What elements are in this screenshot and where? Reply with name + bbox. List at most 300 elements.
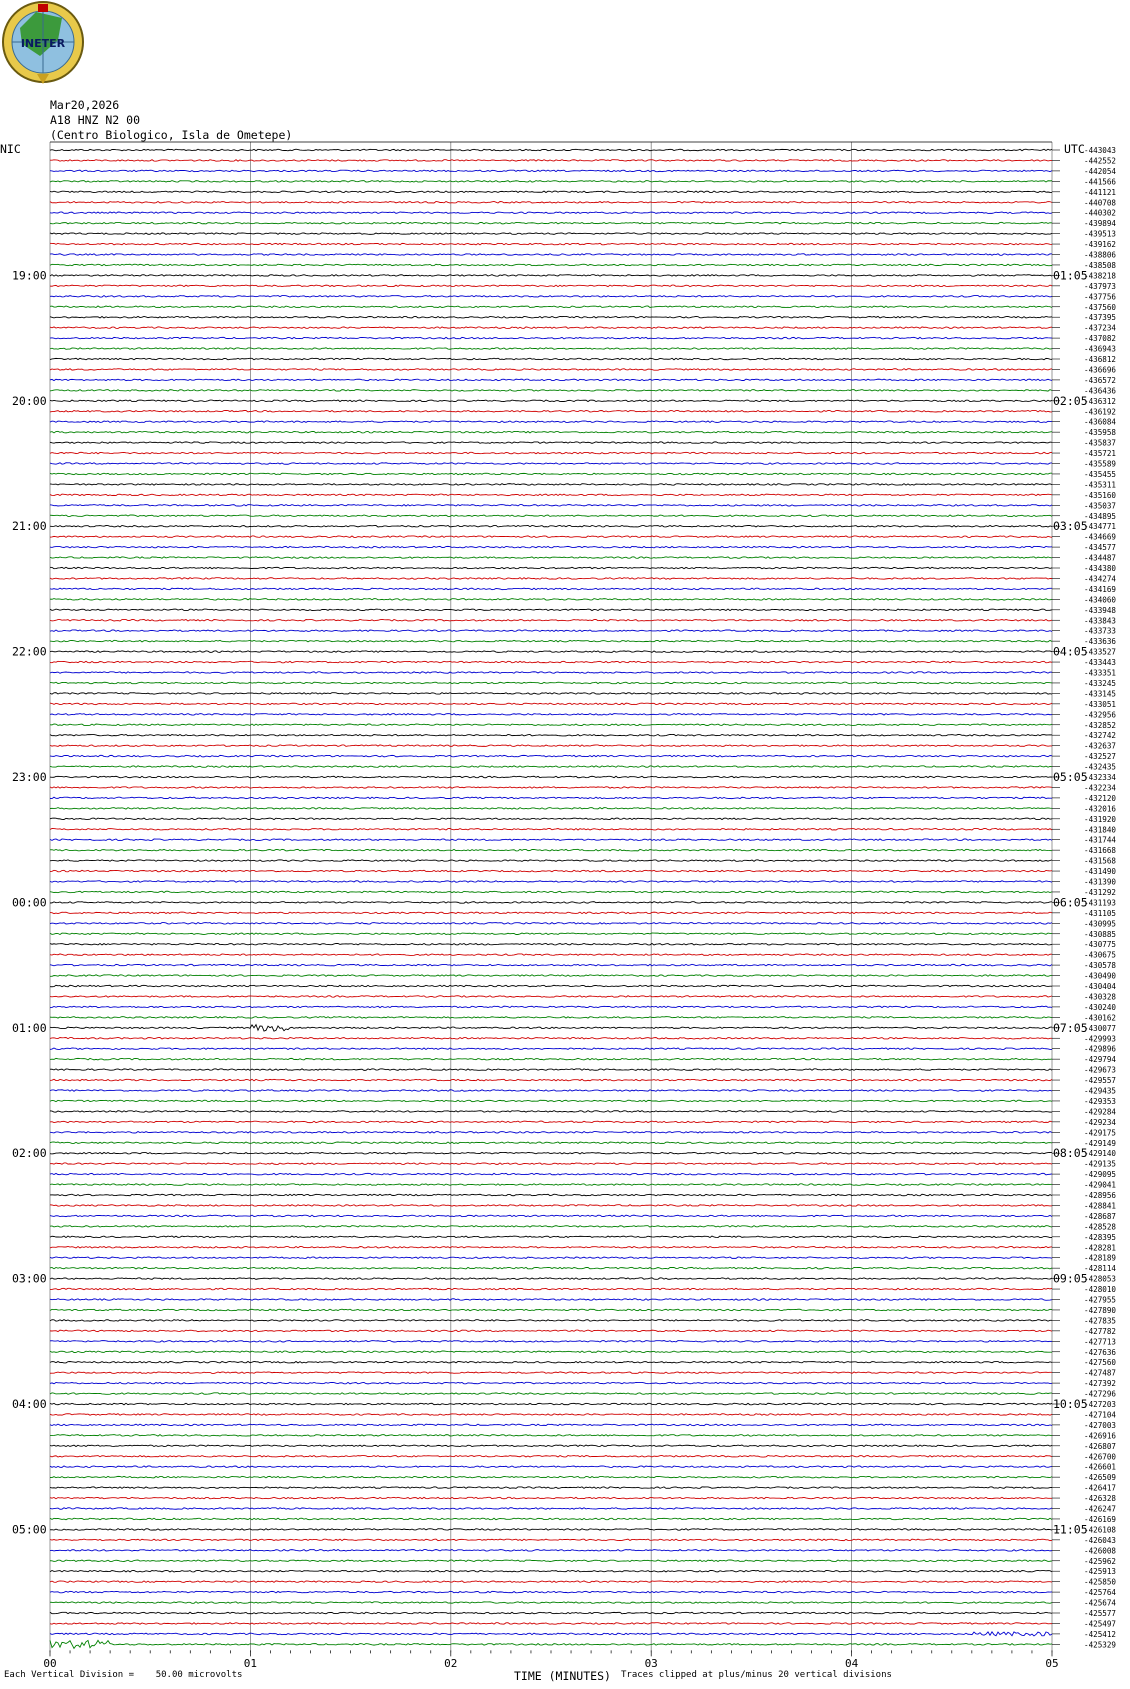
trace-value-label: -427782 [1084,1326,1117,1336]
right-hour-label: 02:05 [1053,393,1088,408]
trace-value-label: -433351 [1084,668,1117,678]
trace-value-label: -427636 [1084,1347,1117,1357]
trace-value-label: -441566 [1084,177,1117,187]
trace-line [50,818,1052,820]
trace-value-label: -425764 [1084,1588,1117,1598]
trace-line [50,390,1052,392]
trace-line [50,1640,1052,1648]
trace-line [50,1518,1052,1520]
trace-line [50,160,1052,162]
trace-value-label: -426417 [1084,1483,1117,1493]
trace-value-label: -427890 [1084,1305,1117,1315]
trace-line [50,1006,1052,1008]
trace-value-label: -433843 [1084,616,1117,626]
trace-line [50,1194,1052,1196]
trace-line [50,1058,1052,1060]
trace-line [50,1309,1052,1311]
axis-labels [0,142,1116,1670]
trace-value-label: -429175 [1084,1128,1117,1138]
trace-line [50,849,1052,851]
trace-value-label: -426601 [1084,1462,1117,1472]
trace-line [50,1069,1052,1071]
trace-line [50,473,1052,475]
trace-value-label: -428687 [1084,1211,1117,1221]
left-hour-label: 19:00 [12,268,47,283]
trace-line [50,1414,1052,1416]
trace-value-label: -429095 [1084,1170,1117,1180]
trace-value-label: -433636 [1084,637,1117,647]
trace-value-label: -439162 [1084,240,1117,250]
clip-note: Traces clipped at plus/minus 20 vertical divisions [621,1670,892,1680]
trace-value-label: -426247 [1084,1504,1117,1514]
trace-line [50,1550,1052,1552]
trace-value-label: -436436 [1084,386,1117,396]
trace-value-label: -440708 [1084,198,1117,208]
trace-line [50,546,1052,548]
trace-line [50,191,1052,193]
trace-value-label: -432742 [1084,731,1117,741]
trace-value-label: -442054 [1084,166,1117,176]
trace-line [50,1455,1052,1457]
trace-line [50,672,1052,674]
trace-value-label: -427955 [1084,1295,1117,1305]
trace-line [50,222,1052,224]
trace-value-label: -432637 [1084,741,1117,751]
trace-line [50,985,1052,987]
trace-line [50,515,1052,517]
trace-value-label: -425913 [1084,1567,1117,1577]
trace-line [50,212,1052,214]
trace-value-label: -427487 [1084,1368,1117,1378]
trace-line [50,1320,1052,1322]
left-hour-label: 00:00 [12,895,47,910]
location-label: (Centro Biologico, Isla de Ometepe) [50,128,293,142]
trace-value-label: -427296 [1084,1389,1117,1399]
trace-value-label: -425412 [1084,1629,1117,1639]
trace-value-label: -435958 [1084,428,1117,438]
trace-line [50,1299,1052,1301]
trace-line [50,682,1052,684]
trace-value-label: -432852 [1084,720,1117,730]
trace-line [50,661,1052,663]
trace-value-label: -435037 [1084,501,1117,511]
left-hour-label: 23:00 [12,770,47,784]
trace-line [50,1037,1052,1039]
trace-line [50,1246,1052,1248]
trace-value-label: -429993 [1084,1034,1117,1044]
trace-line [50,1623,1052,1625]
trace-line [50,149,1052,151]
trace-value-label: -425329 [1084,1640,1117,1650]
trace-line [50,923,1052,925]
trace-line [50,996,1052,998]
trace-value-label: -434669 [1084,532,1117,542]
trace-value-label: -429557 [1084,1076,1117,1086]
trace-value-label: -435589 [1084,459,1117,469]
x-tick-label: 01 [243,1657,258,1670]
trace-value-label: -426328 [1084,1494,1117,1504]
trace-line [50,1142,1052,1144]
trace-value-label: -432527 [1084,752,1117,762]
trace-line [50,1382,1052,1384]
trace-line [50,714,1052,716]
trace-line [50,588,1052,590]
trace-line [50,1090,1052,1092]
trace-line [50,766,1052,768]
trace-value-label: -434274 [1084,574,1117,584]
trace-value-label: -437395 [1084,313,1117,323]
trace-line [50,578,1052,580]
trace-value-label: -428189 [1084,1253,1117,1263]
trace-line [50,201,1052,203]
trace-line [50,243,1052,245]
left-hour-label: 02:00 [12,1146,47,1161]
trace-line [50,525,1052,527]
trace-line [50,1351,1052,1353]
trace-value-label: -426108 [1084,1525,1117,1535]
left-hour-label: 21:00 [12,519,47,534]
trace-line [50,1424,1052,1426]
trace-value-label: -429673 [1084,1065,1117,1075]
trace-value-label: -425497 [1084,1619,1117,1629]
trace-group [50,149,1052,1648]
left-hour-label: 03:00 [12,1271,47,1286]
trace-value-label: -442552 [1084,156,1117,166]
trace-line [50,1267,1052,1269]
trace-line [50,1529,1052,1531]
trace-line [50,1079,1052,1081]
trace-value-label: -437973 [1084,281,1117,291]
trace-line [50,1132,1052,1134]
trace-line [50,1591,1052,1593]
right-hour-label: 09:05 [1053,1271,1088,1286]
trace-line [50,1184,1052,1186]
trace-value-label: -429135 [1084,1159,1117,1169]
trace-value-label: -430077 [1084,1023,1117,1033]
right-timezone-label: UTC [1064,142,1085,156]
trace-value-label: -435455 [1084,469,1117,479]
trace-line [50,1215,1052,1217]
trace-line [50,1341,1052,1343]
trace-line [50,1205,1052,1207]
trace-value-label: -436812 [1084,355,1117,364]
trace-value-label: -430404 [1084,982,1117,991]
trace-line [50,1330,1052,1332]
trace-line [50,933,1052,935]
trace-line [50,964,1052,966]
trace-value-label: -430162 [1084,1013,1117,1023]
trace-line [50,306,1052,308]
trace-line [50,1508,1052,1510]
trace-line [50,839,1052,841]
trace-line [50,1570,1052,1572]
trace-value-label: -429234 [1084,1117,1117,1127]
trace-line [50,1017,1052,1019]
trace-value-label: -428114 [1084,1264,1117,1274]
trace-line [50,431,1052,433]
trace-line [50,1152,1052,1154]
trace-line [50,567,1052,569]
trace-line [50,1476,1052,1478]
trace-line [50,379,1052,381]
trace-line [50,421,1052,423]
trace-line [50,599,1052,601]
trace-line [50,1466,1052,1468]
trace-value-label: -436192 [1084,407,1117,417]
x-tick-label: 04 [844,1657,859,1670]
trace-value-label: -426043 [1084,1535,1117,1545]
trace-value-label: -427392 [1084,1379,1117,1389]
right-hour-label: 08:05 [1053,1146,1088,1161]
trace-line [50,1372,1052,1374]
trace-line [50,1393,1052,1395]
trace-line [50,463,1052,465]
trace-line [50,275,1052,277]
trace-line [50,1111,1052,1113]
trace-line [50,1497,1052,1499]
trace-value-label: -427713 [1084,1337,1117,1347]
trace-value-label: -428010 [1084,1285,1117,1295]
trace-line [50,170,1052,172]
trace-line [50,1602,1052,1604]
trace-value-label: -432016 [1084,804,1117,814]
trace-value-label: -436312 [1084,396,1117,406]
trace-line [50,1361,1052,1363]
x-tick-label: 02 [444,1657,458,1670]
trace-line [50,734,1052,736]
trace-line [50,630,1052,632]
left-hour-label: 04:00 [12,1397,47,1411]
trace-value-label: -427560 [1084,1358,1117,1368]
trace-line [50,619,1052,621]
trace-value-label: -429149 [1084,1138,1117,1148]
trace-value-label: -425962 [1084,1556,1117,1566]
trace-line [50,1539,1052,1541]
trace-value-label: -429353 [1084,1096,1117,1106]
trace-line [50,358,1052,360]
trace-line [50,410,1052,412]
trace-value-label: -427104 [1084,1410,1117,1420]
trace-value-label: -434380 [1084,564,1117,573]
trace-line [50,452,1052,454]
trace-value-label: -431744 [1084,835,1117,845]
trace-value-label: -441121 [1084,187,1117,197]
trace-value-label: -432956 [1084,710,1117,720]
trace-value-label: -434895 [1084,511,1117,521]
trace-value-label: -428053 [1084,1274,1117,1284]
trace-value-label: -431292 [1084,887,1117,897]
trace-value-label: -429896 [1084,1044,1117,1054]
trace-value-label: -432334 [1084,773,1117,782]
trace-line [50,400,1052,402]
trace-line [50,1487,1052,1489]
trace-value-label: -426916 [1084,1431,1117,1441]
trace-value-label: -439894 [1084,219,1117,229]
trace-value-label: -426169 [1084,1514,1117,1524]
trace-value-label: -426700 [1084,1452,1117,1462]
trace-value-label: -433145 [1084,689,1117,699]
trace-value-label: -426807 [1084,1441,1117,1451]
trace-value-label: -437560 [1084,302,1117,312]
trace-value-label: -436572 [1084,375,1117,385]
trace-line [50,442,1052,444]
trace-value-label: -428956 [1084,1191,1117,1200]
trace-value-label: -434169 [1084,584,1117,594]
trace-line [50,745,1052,747]
trace-line [50,943,1052,945]
trace-line [50,975,1052,977]
x-tick-label: 03 [644,1657,658,1670]
trace-line [50,181,1052,183]
trace-line [50,1278,1052,1280]
trace-line [50,954,1052,956]
trace-value-label: -431193 [1084,898,1117,908]
trace-value-label: -430578 [1084,961,1117,971]
trace-line [50,1100,1052,1102]
left-hour-label: 20:00 [12,393,47,408]
trace-line [50,264,1052,266]
trace-value-label: -435721 [1084,449,1117,459]
trace-value-label: -425577 [1084,1609,1117,1618]
trace-line [50,828,1052,830]
trace-value-label: -434487 [1084,553,1117,563]
trace-value-label: -433527 [1084,647,1117,657]
trace-value-label: -433948 [1084,605,1117,615]
trace-value-label: -427203 [1084,1400,1117,1409]
trace-value-label: -435837 [1084,438,1117,448]
trace-value-label: -438508 [1084,260,1117,270]
trace-value-label: -432435 [1084,762,1117,772]
trace-value-label: -438806 [1084,250,1117,260]
trace-line [50,296,1052,298]
right-hour-label: 10:05 [1053,1397,1088,1411]
x-axis-title: TIME (MINUTES) [514,1669,611,1683]
trace-line [50,1257,1052,1259]
trace-line [50,860,1052,862]
trace-line [50,797,1052,799]
trace-line [50,1226,1052,1228]
trace-line [50,1560,1052,1562]
trace-value-label: -431105 [1084,908,1117,918]
trace-line [50,902,1052,904]
logo-text: INETER [20,37,66,50]
trace-value-label: -429284 [1084,1107,1117,1117]
trace-value-label: -436943 [1084,344,1117,354]
trace-value-label: -433733 [1084,626,1117,636]
trace-line [50,651,1052,653]
trace-value-label: -428281 [1084,1243,1117,1253]
left-hour-label: 01:00 [12,1020,47,1035]
trace-value-label: -431840 [1084,825,1117,835]
trace-value-label: -428841 [1084,1201,1117,1211]
right-hour-label: 11:05 [1053,1522,1088,1537]
trace-value-label: -430490 [1084,971,1117,981]
left-hour-label: 22:00 [12,644,47,659]
trace-line [50,1435,1052,1437]
trace-value-label: -434771 [1084,522,1117,532]
trace-value-label: -430775 [1084,940,1117,950]
trace-line [50,1403,1052,1405]
trace-line [50,776,1052,778]
trace-line [50,1025,1052,1032]
trace-line [50,808,1052,810]
x-tick-label: 05 [1045,1657,1059,1670]
trace-line [50,1173,1052,1175]
trace-line [50,1581,1052,1583]
trace-line [50,703,1052,705]
trace-value-label: -428395 [1084,1232,1117,1242]
station-label: A18 HNZ N2 00 [50,113,141,127]
date-label: Mar20,2026 [50,98,120,112]
left-timezone-label: NIC [0,142,21,156]
right-hour-label: 01:05 [1053,268,1088,283]
trace-value-label: -433443 [1084,658,1117,668]
trace-line [50,912,1052,914]
trace-line [50,881,1052,883]
trace-value-label: -432120 [1084,793,1117,803]
trace-line [50,755,1052,757]
trace-line [50,609,1052,611]
trace-value-label: -430675 [1084,950,1117,960]
trace-line [50,285,1052,287]
trace-value-label: -427835 [1084,1316,1117,1326]
trace-value-label: -434060 [1084,595,1117,605]
trace-value-label: -443043 [1084,146,1117,155]
x-tick-label: 00 [43,1657,57,1670]
trace-value-label: -434577 [1084,543,1117,553]
trace-value-label: -436084 [1084,417,1117,427]
trace-line [50,1048,1052,1050]
left-hour-label: 05:00 [12,1522,47,1537]
trace-value-label: -429140 [1084,1149,1117,1159]
trace-line [50,233,1052,235]
trace-value-label: -431568 [1084,856,1117,866]
trace-value-label: -433051 [1084,699,1117,709]
trace-value-label: -425850 [1084,1577,1117,1587]
trace-value-label: -438218 [1084,271,1117,281]
trace-value-label: -430885 [1084,929,1117,939]
trace-value-label: -431490 [1084,867,1117,877]
trace-line [50,693,1052,695]
trace-value-label: -433245 [1084,678,1117,688]
trace-value-label: -427003 [1084,1420,1117,1430]
right-hour-label: 03:05 [1053,519,1088,534]
trace-value-label: -425674 [1084,1598,1117,1608]
trace-line [50,1612,1052,1614]
trace-line [50,484,1052,486]
trace-line [50,494,1052,496]
trace-line [50,254,1052,256]
trace-value-label: -436696 [1084,365,1117,375]
scale-note: Each Vertical Division = 50.00 microvolts [4,1670,243,1680]
trace-line [50,1632,1052,1636]
trace-value-label: -430328 [1084,992,1117,1002]
trace-value-label: -431668 [1084,846,1117,856]
trace-line [50,337,1052,339]
trace-value-label: -440302 [1084,208,1117,218]
trace-line [50,870,1052,872]
trace-value-label: -430995 [1084,919,1117,929]
trace-value-label: -435311 [1084,480,1117,490]
trace-value-label: -437082 [1084,334,1117,344]
trace-line [50,1236,1052,1238]
trace-line [50,348,1052,350]
trace-value-label: -430240 [1084,1002,1117,1012]
trace-line [50,1445,1052,1447]
right-hour-label: 06:05 [1053,895,1088,910]
trace-line [50,724,1052,726]
trace-value-label: -431390 [1084,877,1117,887]
